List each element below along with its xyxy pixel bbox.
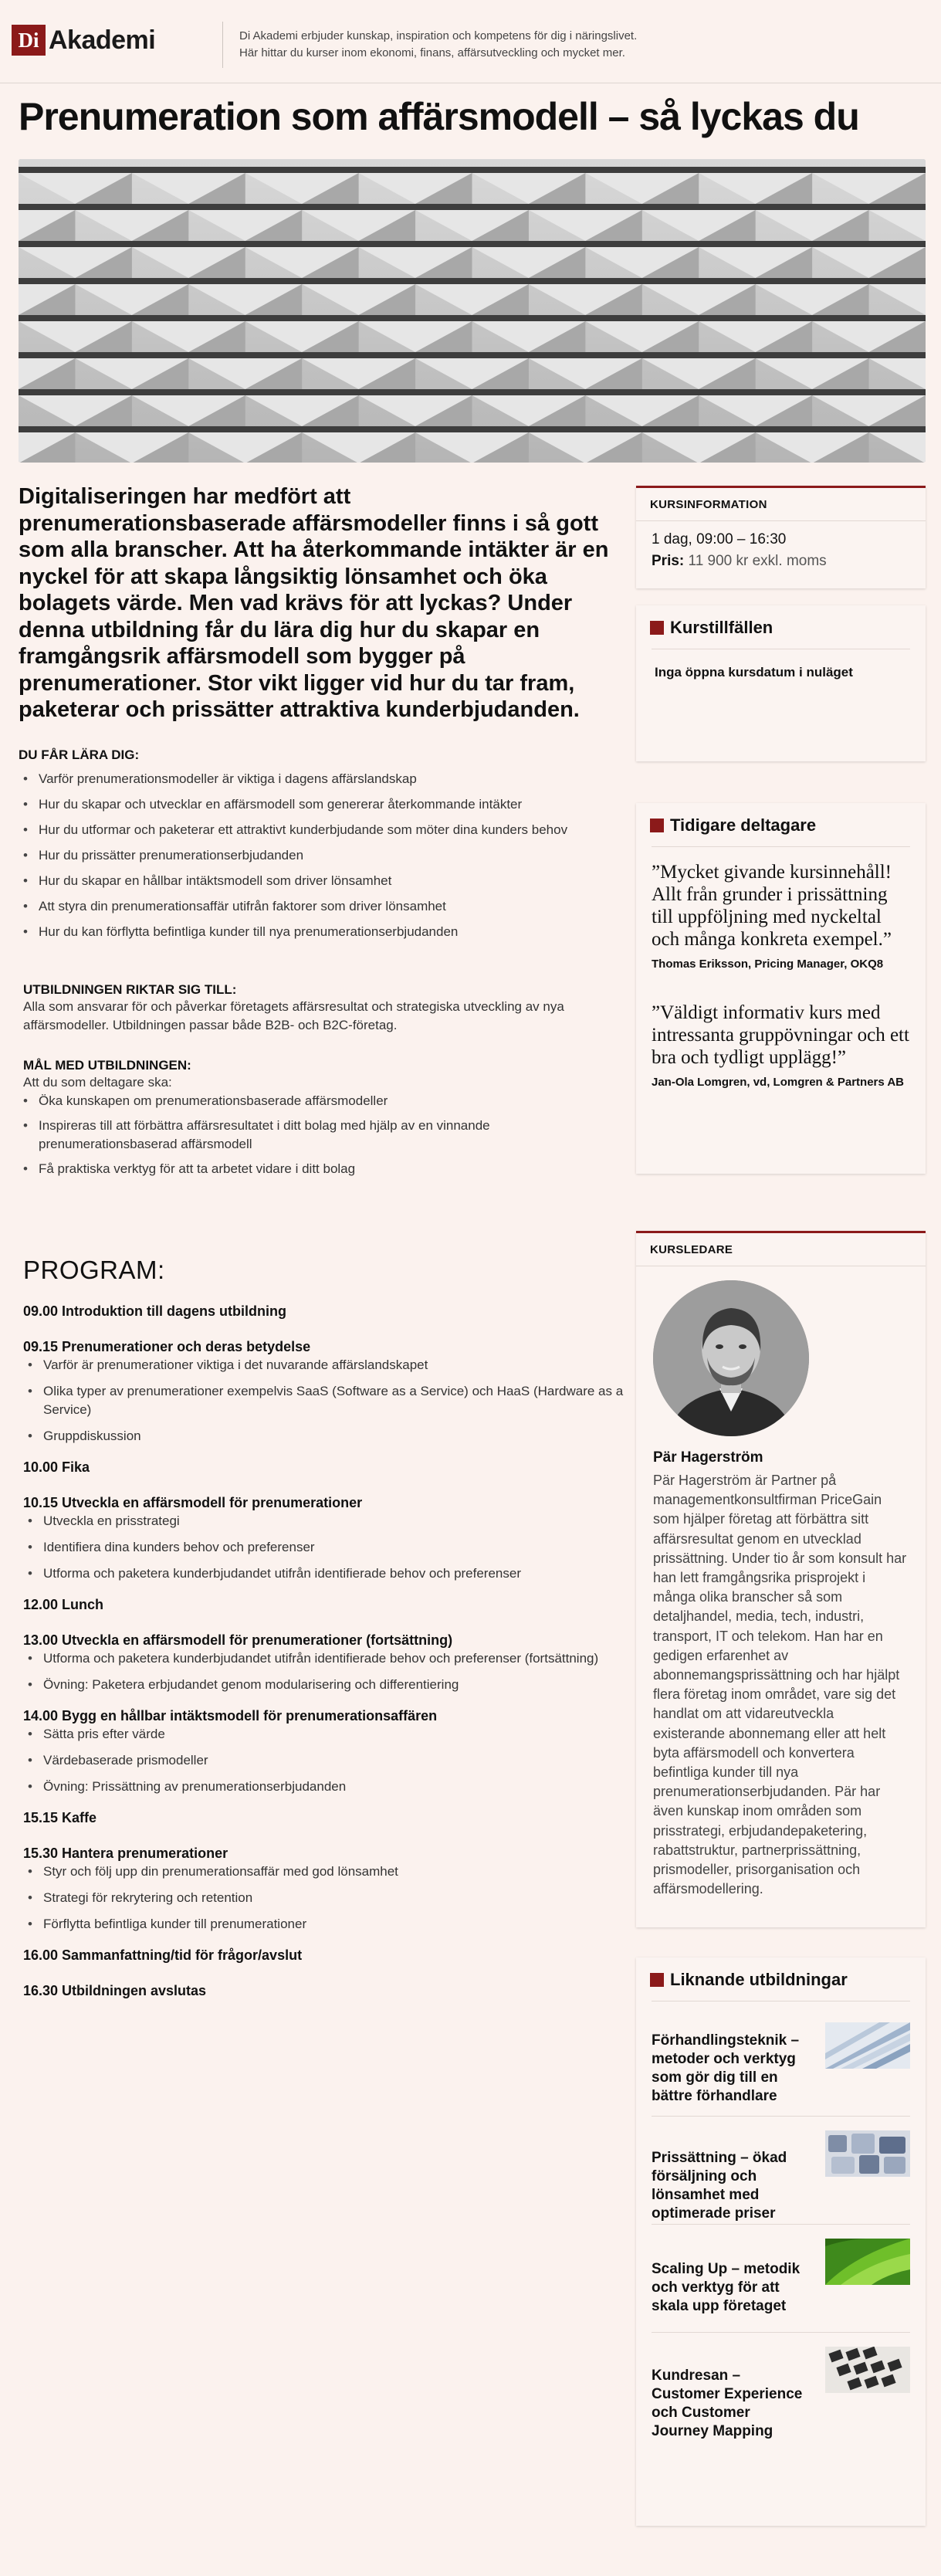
- goals-section: [23, 1058, 625, 1178]
- instructor-photo: [636, 1266, 926, 1440]
- related-course-thumbnail[interactable]: [825, 2239, 910, 2285]
- instructor-name: Pär Hagerström: [653, 1449, 763, 1466]
- program-session: [23, 1595, 625, 1614]
- program-session: [23, 1337, 625, 1446]
- program-session-heading: 15.30 Hantera prenumerationer: [23, 1846, 228, 1861]
- related-course-thumbnail[interactable]: [825, 2347, 910, 2393]
- audience-section: [23, 982, 625, 1035]
- program-session-list: [23, 1356, 625, 1446]
- program-session-item: • Identifiera dina kunders behov och preferenser: [23, 1538, 625, 1557]
- learn-list-item: • Hur du skapar en hållbar intäktsmodell som driver lönsamhet: [19, 872, 621, 890]
- learn-list-item: • Att styra din prenumerationsaffär utifrån faktorer som driver lönsamhet: [19, 897, 621, 916]
- program-session-list: [23, 1725, 625, 1796]
- program-session: [23, 1458, 625, 1476]
- learn-list-item: • Hur du kan förflytta befintliga kunder till nya prenumerationserbjudanden: [19, 923, 621, 941]
- related-course-title[interactable]: Scaling Up – metodik och verktyg för att skala upp företaget: [652, 2261, 801, 2314]
- red-square-icon: [650, 1973, 664, 1987]
- program-session-item: • Utforma och paketera kunderbjudandet utifrån identifierade behov och preferenser (fortsättning): [23, 1649, 625, 1668]
- program-session-item: • Förflytta befintliga kunder till prenumerationer: [23, 1915, 625, 1934]
- program-session-list: [23, 1863, 625, 1934]
- goals-list-item: • Få praktiska verktyg för att ta arbetet vidare i ditt bolag: [19, 1160, 625, 1178]
- program-session-item: • Styr och följ upp din prenumerationsaffär med god lönsamhet: [23, 1863, 625, 1881]
- goals-list-item: • Inspireras till att förbättra affärsresultatet i ditt bolag med hjälp av en vinnande prenumerationsbaserad affärsmodell: [19, 1117, 625, 1154]
- course-dates-heading-row: [636, 605, 926, 649]
- testimonial-quote: ”Väldigt informativ kurs med intressanta gruppövningar och ett bra och tydligt upplägg!”: [652, 1002, 909, 1068]
- goals-intro: Att du som deltagare ska:: [23, 1075, 172, 1090]
- testimonials-heading-row: [636, 803, 926, 846]
- instructor-portrait: [653, 1280, 809, 1436]
- testimonials-heading: Tidigare deltagare: [670, 815, 817, 835]
- price-label: Pris:: [652, 553, 685, 569]
- related-course-title[interactable]: Prissättning – ökad försäljning och lönsamhet med optimerade priser: [652, 2150, 787, 2222]
- instructor-card: [636, 1231, 926, 1927]
- program-session: [23, 1493, 625, 1583]
- related-course-thumbnail[interactable]: [825, 2130, 910, 2177]
- learn-list-item: • Hur du utformar och paketerar ett attraktivt kunderbjudande som möter dina kunders behov: [19, 821, 621, 839]
- goals-list: [19, 1092, 625, 1178]
- audience-heading: UTBILDNINGEN RIKTAR SIG TILL:: [23, 982, 237, 997]
- program-session-list: [23, 1512, 625, 1583]
- program-session-heading: 12.00 Lunch: [23, 1597, 104, 1612]
- program-session-heading: 10.15 Utveckla en affärsmodell för prenumerationer: [23, 1495, 363, 1510]
- related-courses-card: [636, 1957, 926, 2526]
- header-divider: [222, 22, 223, 68]
- program-session-heading: 13.00 Utveckla en affärsmodell för prenumerationer (fortsättning): [23, 1632, 453, 1648]
- testimonial-author: Thomas Eriksson, Pricing Manager, OKQ8: [652, 958, 884, 971]
- program-session-item: • Sätta pris efter värde: [23, 1725, 625, 1744]
- program-session-item: • Utveckla en prisstrategi: [23, 1512, 625, 1530]
- site-tagline: [239, 28, 780, 62]
- program-session-list: [23, 1649, 625, 1694]
- course-duration: 1 dag, 09:00 – 16:30: [652, 531, 787, 547]
- program-session: [23, 1946, 625, 1964]
- related-course-item[interactable]: [652, 2225, 910, 2333]
- program-session: [23, 1302, 625, 1320]
- hero-image: [19, 159, 926, 463]
- learn-list-item: • Hur du skapar och utvecklar en affärsmodell som genererar återkommande intäkter: [19, 795, 621, 814]
- program-session-item: • Värdebaserade prismodeller: [23, 1751, 625, 1770]
- logo-text: Akademi: [49, 25, 156, 55]
- related-heading-row: [636, 1957, 926, 2001]
- course-info-heading: KURSINFORMATION: [636, 488, 926, 521]
- related-course-title[interactable]: Kundresan – Customer Experience och Customer Journey Mapping: [652, 2368, 803, 2439]
- facade-illustration: [19, 159, 926, 463]
- program-session-item: • Övning: Paketera erbjudandet genom modularisering och differentiering: [23, 1676, 625, 1694]
- course-lead: Digitaliseringen har medfört att prenumerationsbaserade affärsmodeller finns i så gott som alla branscher. Att ha återkommande intäkter är en nyckel för att skapa långsiktig lönsamhet och öka bolagets värde. Men vad krävs för att lyckas? Under denna utbildning får du lära dig hur du skapar en framgångsrik affärsmodell som bygger på prenumerationer. Stor vikt ligger vid hur du tar fram, paketerar och prissätter attraktiva kunderbjudanden.: [19, 484, 609, 722]
- related-course-item[interactable]: [652, 2008, 910, 2117]
- related-heading: Liknande utbildningar: [670, 1970, 848, 1989]
- tagline-line-1: Di Akademi erbjuder kunskap, inspiration och kompetens för dig i näringslivet.: [239, 29, 638, 42]
- program-session: [23, 1707, 625, 1796]
- course-dates-card: [636, 605, 926, 761]
- program-session-heading: 16.30 Utbildningen avslutas: [23, 1983, 207, 1998]
- program-session-heading: 09.15 Prenumerationer och deras betydelse: [23, 1339, 311, 1354]
- learn-section: [19, 747, 621, 941]
- program-session-item: • Övning: Prissättning av prenumerationserbjudanden: [23, 1778, 625, 1796]
- learn-list: [19, 770, 621, 941]
- program-session: [23, 1844, 625, 1934]
- learn-list-item: • Varför prenumerationsmodeller är viktiga i dagens affärslandskap: [19, 770, 621, 788]
- program-session: [23, 1631, 625, 1694]
- di-akademi-logo[interactable]: [12, 25, 155, 56]
- testimonial-author: Jan-Ola Lomgren, vd, Lomgren & Partners AB: [652, 1076, 905, 1089]
- red-square-icon: [650, 819, 664, 832]
- program-session-item: • Utforma och paketera kunderbjudandet utifrån identifierade behov och preferenser: [23, 1564, 625, 1583]
- instructor-bio: Pär Hagerström är Partner på managementkonsultfirman PriceGain som hjälper företag att förbättra sitt affärsresultat genom en utvecklad prissättning. Under tio år som konsult har han lett framgångsrika prisprojekt i många olika branscher så som detaljhandel, media, tech, industri, transport, IT och telekom. Han har en gedigen erfarenhet av abonnemangsprissättning och har hjälpt flera företag inom området, vare sig det handlat om att vidareutveckla existerande abonnemang eller att helt byta affärsmodell och konvertera befintliga kunder till nya prenumerationserbjudanden. Pär har även kunskap inom områden som prisstrategi, erbjudandepaketering, rabattstruktur, partnerprissättning, prismodeller, prisorganisation och affärsmodellering.: [653, 1473, 907, 1897]
- testimonial: [636, 861, 926, 972]
- program-schedule: [23, 1302, 625, 2000]
- program-session-heading: 10.00 Fika: [23, 1459, 90, 1475]
- program-session-item: • Gruppdiskussion: [23, 1427, 625, 1446]
- program-session-heading: 15.15 Kaffe: [23, 1810, 97, 1825]
- program-session: [23, 1981, 625, 2000]
- goals-heading: MÅL MED UTBILDNINGEN:: [23, 1058, 191, 1073]
- site-header: [0, 0, 941, 83]
- program-title: PROGRAM:: [23, 1256, 165, 1284]
- related-course-thumbnail[interactable]: [825, 2022, 910, 2069]
- red-square-icon: [650, 621, 664, 635]
- program-session-item: • Varför är prenumerationer viktiga i det nuvarande affärslandskapet: [23, 1356, 625, 1374]
- testimonials-card: [636, 803, 926, 1174]
- logo-badge: Di: [12, 25, 46, 56]
- price-value: 11 900 kr exkl. moms: [688, 553, 827, 569]
- related-course-title[interactable]: Förhandlingsteknik – metoder och verktyg som gör dig till en bättre förhandlare: [652, 2032, 800, 2104]
- testimonial: [636, 1002, 926, 1090]
- program-session-heading: 16.00 Sammanfattning/tid för frågor/avslut: [23, 1947, 303, 1963]
- related-course-item[interactable]: [652, 2333, 910, 2441]
- testimonial-quote: ”Mycket givande kursinnehåll! Allt från grunder i prissättning till uppföljning med nyckeltal och många konkreta exempel.”: [652, 862, 892, 950]
- learn-heading: DU FÅR LÄRA DIG:: [19, 747, 140, 762]
- course-info-card: [636, 486, 926, 588]
- program-session-heading: 09.00 Introduktion till dagens utbildning: [23, 1303, 287, 1319]
- tagline-line-2: Här hittar du kurser inom ekonomi, finans, affärsutveckling och mycket mer.: [239, 46, 625, 59]
- learn-list-item: • Hur du prissätter prenumerationserbjudanden: [19, 846, 621, 865]
- program-session: [23, 1808, 625, 1827]
- related-course-item[interactable]: [652, 2117, 910, 2225]
- no-dates-text: Inga öppna kursdatum i nuläget: [655, 665, 853, 680]
- page-title: Prenumeration som affärsmodell – så lyckas du: [19, 95, 859, 138]
- instructor-heading: KURSLEDARE: [636, 1233, 926, 1266]
- course-dates-heading: Kurstillfällen: [670, 618, 773, 637]
- program-session-item: • Olika typer av prenumerationer exempelvis SaaS (Software as a Service) och HaaS (Hardware as a Service): [23, 1382, 625, 1419]
- program-session-heading: 14.00 Bygg en hållbar intäktsmodell för prenumerationsaffären: [23, 1708, 438, 1724]
- audience-text: Alla som ansvarar för och påverkar företagets affärsresultat och strategiska utveckling av nya affärsmodeller. Utbildningen passar både B2B- och B2C-företag.: [23, 999, 564, 1032]
- goals-list-item: • Öka kunskapen om prenumerationsbaserade affärsmodeller: [19, 1092, 625, 1110]
- program-session-item: • Strategi för rekrytering och retention: [23, 1889, 625, 1907]
